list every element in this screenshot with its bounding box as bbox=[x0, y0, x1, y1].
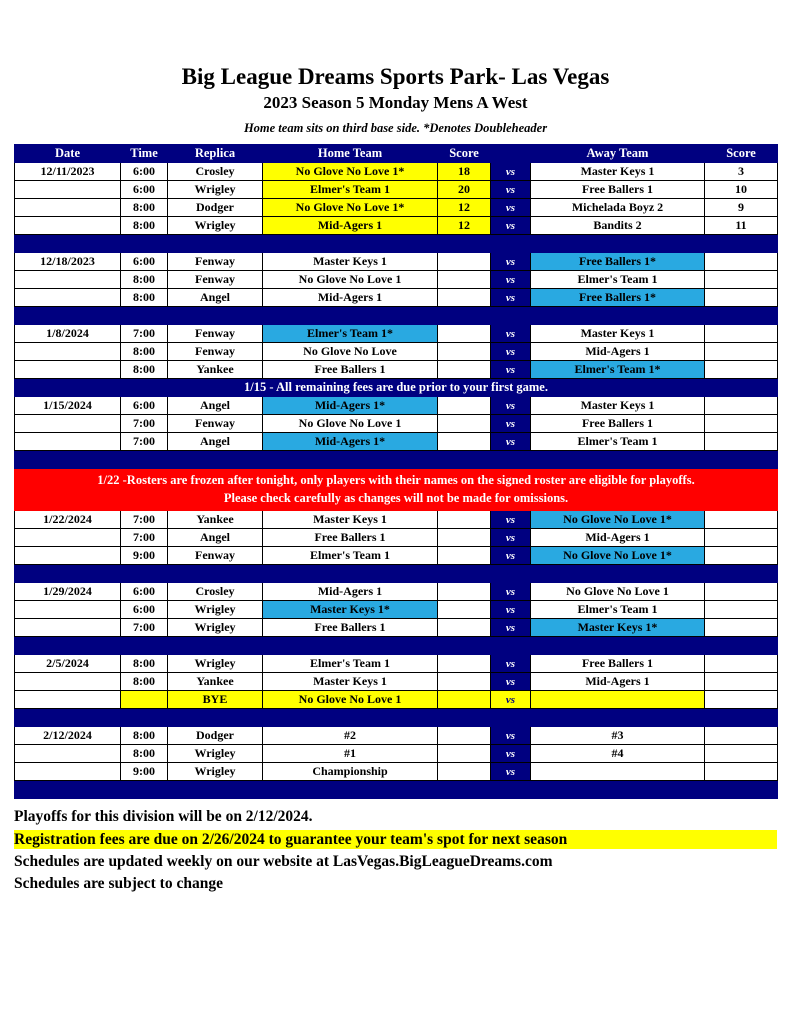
cell-vs: vs bbox=[491, 289, 531, 307]
cell-away-team: Free Ballers 1 bbox=[531, 655, 705, 673]
cell-home-score bbox=[438, 691, 491, 709]
game-row bbox=[15, 529, 778, 547]
cell-time: 6:00 bbox=[121, 181, 168, 199]
cell-vs: vs bbox=[491, 511, 531, 529]
game-row bbox=[15, 199, 778, 217]
cell-away-team: #3 bbox=[531, 727, 705, 745]
cell-home-score: 12 bbox=[438, 217, 491, 235]
cell-date bbox=[15, 271, 121, 289]
cell-time: 9:00 bbox=[121, 763, 168, 781]
cell-vs: vs bbox=[491, 673, 531, 691]
cell-home-score bbox=[438, 673, 491, 691]
cell-away-team: Mid-Agers 1 bbox=[531, 529, 705, 547]
cell-home-score bbox=[438, 253, 491, 271]
cell-away-team: No Glove No Love 1* bbox=[531, 547, 705, 565]
cell-vs: vs bbox=[491, 397, 531, 415]
cell-vs: vs bbox=[491, 217, 531, 235]
cell-replica: Yankee bbox=[168, 361, 263, 379]
cell-away-score: 10 bbox=[705, 181, 778, 199]
cell-home-team: Mid-Agers 1 bbox=[263, 289, 438, 307]
cell-time: 7:00 bbox=[121, 529, 168, 547]
cell-date bbox=[15, 547, 121, 565]
cell-home-score: 18 bbox=[438, 163, 491, 181]
cell-home-team: #2 bbox=[263, 727, 438, 745]
cell-home-team: Elmer's Team 1 bbox=[263, 181, 438, 199]
cell-away-team bbox=[531, 691, 705, 709]
cell-vs: vs bbox=[491, 253, 531, 271]
cell-time: 8:00 bbox=[121, 745, 168, 763]
game-row bbox=[15, 691, 778, 709]
cell-time bbox=[121, 691, 168, 709]
cell-away-team: Mid-Agers 1 bbox=[531, 343, 705, 361]
cell-home-team: Elmer's Team 1 bbox=[263, 547, 438, 565]
header-date: Date bbox=[15, 145, 121, 163]
cell-away-score bbox=[705, 691, 778, 709]
cell-away-team: Mid-Agers 1 bbox=[531, 673, 705, 691]
game-row bbox=[15, 433, 778, 451]
footer-subject: Schedules are subject to change bbox=[14, 875, 223, 893]
cell-away-score bbox=[705, 547, 778, 565]
cell-home-team: Championship bbox=[263, 763, 438, 781]
game-row bbox=[15, 415, 778, 433]
cell-time: 8:00 bbox=[121, 217, 168, 235]
cell-away-score bbox=[705, 727, 778, 745]
separator-cell bbox=[15, 235, 778, 253]
cell-date bbox=[15, 745, 121, 763]
cell-replica: Wrigley bbox=[168, 655, 263, 673]
cell-away-score bbox=[705, 361, 778, 379]
cell-date bbox=[15, 343, 121, 361]
cell-replica: Wrigley bbox=[168, 745, 263, 763]
cell-time: 7:00 bbox=[121, 325, 168, 343]
cell-away-score bbox=[705, 511, 778, 529]
cell-home-score bbox=[438, 655, 491, 673]
cell-replica: Crosley bbox=[168, 583, 263, 601]
notice-line: Please check carefully as changes will not be made for omissions. bbox=[223, 490, 569, 505]
cell-date bbox=[15, 433, 121, 451]
game-row bbox=[15, 727, 778, 745]
roster-freeze-notice-row bbox=[15, 469, 778, 511]
cell-home-team: No Glove No Love 1* bbox=[263, 163, 438, 181]
cell-replica: Fenway bbox=[168, 415, 263, 433]
header-home-team: Home Team bbox=[263, 145, 438, 163]
cell-away-team: No Glove No Love 1* bbox=[531, 511, 705, 529]
cell-date: 2/5/2024 bbox=[15, 655, 121, 673]
cell-replica: Dodger bbox=[168, 727, 263, 745]
cell-home-score bbox=[438, 601, 491, 619]
cell-date: 1/8/2024 bbox=[15, 325, 121, 343]
cell-home-score bbox=[438, 433, 491, 451]
game-row bbox=[15, 745, 778, 763]
cell-away-score bbox=[705, 601, 778, 619]
cell-away-score bbox=[705, 253, 778, 271]
cell-vs: vs bbox=[491, 271, 531, 289]
cell-vs: vs bbox=[491, 601, 531, 619]
cell-home-team: Mid-Agers 1* bbox=[263, 397, 438, 415]
cell-vs: vs bbox=[491, 691, 531, 709]
cell-away-team: Bandits 2 bbox=[531, 217, 705, 235]
cell-vs: vs bbox=[491, 361, 531, 379]
cell-away-score bbox=[705, 325, 778, 343]
cell-away-score bbox=[705, 619, 778, 637]
separator-cell bbox=[15, 307, 778, 325]
cell-home-score bbox=[438, 547, 491, 565]
roster-freeze-notice bbox=[15, 469, 778, 511]
game-row bbox=[15, 271, 778, 289]
cell-replica: Fenway bbox=[168, 343, 263, 361]
cell-home-score bbox=[438, 325, 491, 343]
cell-replica: Angel bbox=[168, 529, 263, 547]
footer-playoffs: Playoffs for this division will be on 2/12/2024. bbox=[14, 808, 313, 826]
cell-time: 6:00 bbox=[121, 163, 168, 181]
cell-home-team: Mid-Agers 1 bbox=[263, 583, 438, 601]
game-row bbox=[15, 361, 778, 379]
game-row bbox=[15, 619, 778, 637]
cell-replica: Fenway bbox=[168, 325, 263, 343]
cell-date: 1/22/2024 bbox=[15, 511, 121, 529]
notice-line: 1/22 -Rosters are frozen after tonight, only players with their names on the signed roster are eligible for playoffs. bbox=[97, 473, 695, 488]
cell-home-team: Free Ballers 1 bbox=[263, 619, 438, 637]
cell-vs: vs bbox=[491, 547, 531, 565]
cell-home-team: Master Keys 1 bbox=[263, 253, 438, 271]
separator-cell bbox=[15, 637, 778, 655]
cell-away-score bbox=[705, 415, 778, 433]
cell-home-team: Mid-Agers 1* bbox=[263, 433, 438, 451]
separator-row bbox=[15, 451, 778, 469]
header-time: Time bbox=[121, 145, 168, 163]
cell-home-score bbox=[438, 529, 491, 547]
cell-date bbox=[15, 415, 121, 433]
cell-away-team: Free Ballers 1* bbox=[531, 253, 705, 271]
cell-vs: vs bbox=[491, 529, 531, 547]
cell-away-team: Free Ballers 1* bbox=[531, 289, 705, 307]
cell-date: 1/15/2024 bbox=[15, 397, 121, 415]
cell-time: 7:00 bbox=[121, 619, 168, 637]
cell-away-team: Elmer's Team 1 bbox=[531, 601, 705, 619]
cell-time: 6:00 bbox=[121, 601, 168, 619]
cell-time: 8:00 bbox=[121, 655, 168, 673]
cell-replica: Fenway bbox=[168, 547, 263, 565]
footer bbox=[14, 807, 777, 894]
cell-away-team: Free Ballers 1 bbox=[531, 415, 705, 433]
separator-cell bbox=[15, 565, 778, 583]
game-row bbox=[15, 289, 778, 307]
cell-date bbox=[15, 199, 121, 217]
cell-vs: vs bbox=[491, 325, 531, 343]
cell-replica: Dodger bbox=[168, 199, 263, 217]
cell-date bbox=[15, 763, 121, 781]
schedule-body bbox=[15, 163, 778, 799]
header-away-team: Away Team bbox=[531, 145, 705, 163]
game-row bbox=[15, 325, 778, 343]
cell-date bbox=[15, 217, 121, 235]
cell-date bbox=[15, 289, 121, 307]
cell-away-score bbox=[705, 289, 778, 307]
cell-home-score: 20 bbox=[438, 181, 491, 199]
game-row bbox=[15, 511, 778, 529]
header-replica: Replica bbox=[168, 145, 263, 163]
page-subtitle: 2023 Season 5 Monday Mens A West bbox=[263, 93, 528, 113]
cell-vs: vs bbox=[491, 583, 531, 601]
cell-date bbox=[15, 529, 121, 547]
separator-cell bbox=[15, 451, 778, 469]
cell-time: 6:00 bbox=[121, 397, 168, 415]
cell-away-team: Master Keys 1 bbox=[531, 163, 705, 181]
game-row bbox=[15, 763, 778, 781]
cell-time: 8:00 bbox=[121, 199, 168, 217]
cell-date bbox=[15, 619, 121, 637]
cell-away-score bbox=[705, 583, 778, 601]
schedule-table bbox=[14, 144, 778, 799]
cell-vs: vs bbox=[491, 181, 531, 199]
cell-vs: vs bbox=[491, 655, 531, 673]
cell-replica: Fenway bbox=[168, 271, 263, 289]
cell-vs: vs bbox=[491, 163, 531, 181]
cell-home-team: Master Keys 1 bbox=[263, 511, 438, 529]
cell-date bbox=[15, 673, 121, 691]
cell-replica: Angel bbox=[168, 433, 263, 451]
cell-time: 9:00 bbox=[121, 547, 168, 565]
cell-date bbox=[15, 691, 121, 709]
cell-home-team: Mid-Agers 1 bbox=[263, 217, 438, 235]
game-row bbox=[15, 181, 778, 199]
separator-row bbox=[15, 637, 778, 655]
cell-away-score bbox=[705, 343, 778, 361]
cell-home-score bbox=[438, 343, 491, 361]
cell-away-team bbox=[531, 763, 705, 781]
cell-home-score bbox=[438, 415, 491, 433]
footer-registration: Registration fees are due on 2/26/2024 to guarantee your team's spot for next season bbox=[14, 830, 777, 849]
cell-time: 8:00 bbox=[121, 361, 168, 379]
game-row bbox=[15, 655, 778, 673]
cell-date: 2/12/2024 bbox=[15, 727, 121, 745]
game-row bbox=[15, 547, 778, 565]
cell-home-team: Master Keys 1* bbox=[263, 601, 438, 619]
cell-home-team: No Glove No Love bbox=[263, 343, 438, 361]
cell-away-score bbox=[705, 673, 778, 691]
cell-time: 6:00 bbox=[121, 583, 168, 601]
cell-vs: vs bbox=[491, 415, 531, 433]
cell-replica: Wrigley bbox=[168, 181, 263, 199]
game-row bbox=[15, 397, 778, 415]
cell-time: 6:00 bbox=[121, 253, 168, 271]
separator-cell bbox=[15, 709, 778, 727]
cell-replica: Wrigley bbox=[168, 601, 263, 619]
cell-time: 8:00 bbox=[121, 289, 168, 307]
cell-time: 8:00 bbox=[121, 343, 168, 361]
game-row bbox=[15, 583, 778, 601]
separator-cell bbox=[15, 781, 778, 799]
cell-away-score bbox=[705, 529, 778, 547]
game-row bbox=[15, 253, 778, 271]
separator-row bbox=[15, 709, 778, 727]
cell-home-score bbox=[438, 397, 491, 415]
cell-away-team: Master Keys 1 bbox=[531, 325, 705, 343]
cell-away-score bbox=[705, 745, 778, 763]
cell-replica: Yankee bbox=[168, 673, 263, 691]
game-row bbox=[15, 343, 778, 361]
game-row bbox=[15, 673, 778, 691]
cell-time: 7:00 bbox=[121, 511, 168, 529]
cell-away-score: 3 bbox=[705, 163, 778, 181]
cell-home-score bbox=[438, 763, 491, 781]
cell-replica: Angel bbox=[168, 397, 263, 415]
notice-text: 1/15 - All remaining fees are due prior to your first game. bbox=[15, 379, 778, 397]
cell-replica: Wrigley bbox=[168, 763, 263, 781]
cell-vs: vs bbox=[491, 343, 531, 361]
footer-website: Schedules are updated weekly on our website at LasVegas.BigLeagueDreams.com bbox=[14, 853, 553, 871]
header-row bbox=[15, 145, 778, 163]
cell-home-team: No Glove No Love 1 bbox=[263, 415, 438, 433]
cell-date bbox=[15, 601, 121, 619]
cell-date: 12/11/2023 bbox=[15, 163, 121, 181]
cell-away-team: Elmer's Team 1 bbox=[531, 433, 705, 451]
cell-home-score bbox=[438, 619, 491, 637]
cell-home-score bbox=[438, 511, 491, 529]
cell-replica: BYE bbox=[168, 691, 263, 709]
cell-home-score bbox=[438, 745, 491, 763]
cell-vs: vs bbox=[491, 619, 531, 637]
cell-replica: Wrigley bbox=[168, 619, 263, 637]
game-row bbox=[15, 163, 778, 181]
cell-away-team: Master Keys 1 bbox=[531, 397, 705, 415]
cell-time: 8:00 bbox=[121, 727, 168, 745]
cell-vs: vs bbox=[491, 199, 531, 217]
cell-home-score bbox=[438, 271, 491, 289]
cell-time: 7:00 bbox=[121, 415, 168, 433]
cell-vs: vs bbox=[491, 763, 531, 781]
cell-away-score bbox=[705, 655, 778, 673]
cell-away-team: #4 bbox=[531, 745, 705, 763]
cell-replica: Angel bbox=[168, 289, 263, 307]
separator-row bbox=[15, 781, 778, 799]
cell-home-score bbox=[438, 583, 491, 601]
cell-home-team: Elmer's Team 1* bbox=[263, 325, 438, 343]
cell-away-score: 9 bbox=[705, 199, 778, 217]
cell-home-team: No Glove No Love 1* bbox=[263, 199, 438, 217]
separator-row bbox=[15, 565, 778, 583]
cell-vs: vs bbox=[491, 745, 531, 763]
separator-row bbox=[15, 235, 778, 253]
cell-home-team: Master Keys 1 bbox=[263, 673, 438, 691]
cell-away-score: 11 bbox=[705, 217, 778, 235]
cell-home-team: Free Ballers 1 bbox=[263, 361, 438, 379]
cell-date: 12/18/2023 bbox=[15, 253, 121, 271]
cell-home-score bbox=[438, 727, 491, 745]
cell-home-team: #1 bbox=[263, 745, 438, 763]
cell-away-score bbox=[705, 763, 778, 781]
cell-home-score bbox=[438, 289, 491, 307]
cell-home-team: Free Ballers 1 bbox=[263, 529, 438, 547]
cell-away-score bbox=[705, 271, 778, 289]
notice-row bbox=[15, 379, 778, 397]
cell-date bbox=[15, 181, 121, 199]
cell-home-score bbox=[438, 361, 491, 379]
game-row bbox=[15, 601, 778, 619]
cell-replica: Wrigley bbox=[168, 217, 263, 235]
cell-vs: vs bbox=[491, 433, 531, 451]
cell-home-team: Elmer's Team 1 bbox=[263, 655, 438, 673]
cell-away-score bbox=[705, 397, 778, 415]
page-title: Big League Dreams Sports Park- Las Vegas bbox=[181, 64, 610, 89]
cell-away-team: Elmer's Team 1 bbox=[531, 271, 705, 289]
cell-time: 7:00 bbox=[121, 433, 168, 451]
cell-away-team: Free Ballers 1 bbox=[531, 181, 705, 199]
cell-replica: Fenway bbox=[168, 253, 263, 271]
cell-away-team: Elmer's Team 1* bbox=[531, 361, 705, 379]
header-score: Score bbox=[705, 145, 778, 163]
header-vs bbox=[491, 145, 531, 163]
cell-away-team: No Glove No Love 1 bbox=[531, 583, 705, 601]
cell-time: 8:00 bbox=[121, 271, 168, 289]
cell-replica: Crosley bbox=[168, 163, 263, 181]
cell-date: 1/29/2024 bbox=[15, 583, 121, 601]
cell-date bbox=[15, 361, 121, 379]
cell-home-team: No Glove No Love 1 bbox=[263, 691, 438, 709]
separator-row bbox=[15, 307, 778, 325]
cell-vs: vs bbox=[491, 727, 531, 745]
cell-replica: Yankee bbox=[168, 511, 263, 529]
game-row bbox=[15, 217, 778, 235]
cell-home-team: No Glove No Love 1 bbox=[263, 271, 438, 289]
cell-home-score: 12 bbox=[438, 199, 491, 217]
cell-away-team: Michelada Boyz 2 bbox=[531, 199, 705, 217]
header-score: Score bbox=[438, 145, 491, 163]
cell-away-team: Master Keys 1* bbox=[531, 619, 705, 637]
schedule-note: Home team sits on third base side. *Denotes Doubleheader bbox=[243, 121, 548, 136]
cell-away-score bbox=[705, 433, 778, 451]
cell-time: 8:00 bbox=[121, 673, 168, 691]
